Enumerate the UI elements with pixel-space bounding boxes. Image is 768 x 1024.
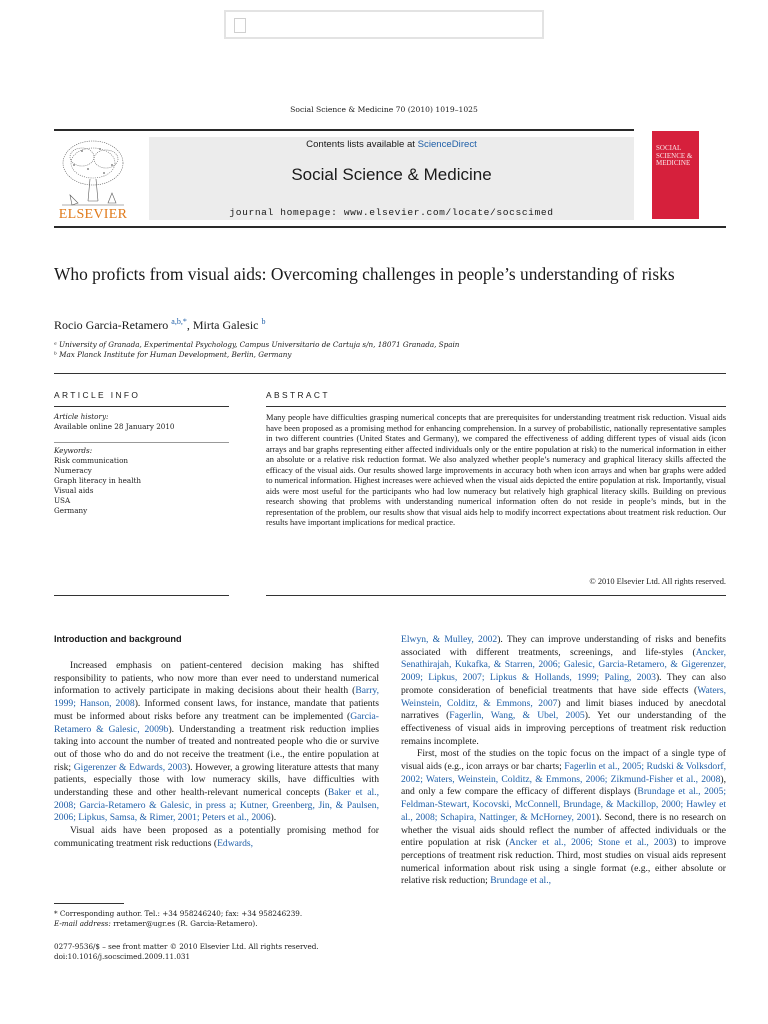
journal-cover-thumbnail	[652, 131, 699, 219]
citation-link[interactable]: Baker et al., 2008; Garcia-Retamero & Galesic, in press a; Kutner, Greenberg, Jin, & Paulsen, 2006; Lipkus, Samsa, & Rimer, 2001; Peters et al., 2006	[54, 787, 379, 824]
article-title: Who proficts from visual aids: Overcoming challenges in people’s understanding of risks	[54, 264, 675, 284]
corresponding-author-note: * Corresponding author. Tel.: +34 958246240; fax: +34 958246239.	[54, 909, 303, 918]
affiliation-rule	[54, 373, 726, 374]
citation-link[interactable]: Elwyn, & Mulley, 2002	[401, 634, 498, 645]
affiliation-a: ᵃ University of Granada, Experimental Psychology, Campus Universitario de Cartuja s/n, 18071 Granada, Spain	[54, 340, 460, 349]
email-note	[54, 919, 384, 929]
pdf-viewer-toolbar-box	[224, 10, 544, 39]
citation-link[interactable]: Garcia-Retamero & Galesic, 2009b	[54, 710, 379, 735]
author-1: Rocio Garcia-Retamero	[54, 318, 169, 332]
right-paragraph-first: First, most of the studies on the topic focus on the impact of a single type of visual aids (e.g., icon arrays or bar charts; Fagerlin et al., 2005; Rudski & Volksdorf, 2002; Waters, Weinstein, Colditz, & Emmons, 2006; Zikmund-Fisher et al., 2008), and only a few compare the efficacy of different displays (Brundage et al., 2005; Feldman-Stewart, Kocovski, McConnell, Brundage, & Mackillop, 2000; Hawley et al., 2008; Schapira, Nattinger, & McHorney, 2001). Second, there is no research on whether the visual aids should reflect the number of affected individuals or the entire population at risk (Ancker et al., 2006; Stone et al., 2003) to improve perceptions of treatment risk reduction. Third, most studies on visual aids represent numerical information about risk using a single format (e.g., either absolute or relative risk reduction; Brundage et al.,	[401, 748, 727, 887]
header-bottom-rule	[54, 226, 726, 228]
article-history	[54, 412, 229, 432]
citation-link[interactable]: Fagerlin, Wang, & Ubel, 2005	[449, 710, 585, 722]
citation-link[interactable]: Waters, Weinstein, Colditz, & Emmons, 2007	[401, 684, 726, 709]
citation-link[interactable]: Edwards,	[217, 837, 254, 849]
article-info-rule	[54, 406, 229, 407]
history-label: Article history:	[54, 412, 109, 421]
article-info-heading: ARTICLE INFO	[54, 390, 141, 400]
keyword: USA	[54, 496, 71, 505]
citation-link[interactable]: Brundage et al.,	[490, 875, 551, 887]
history-value: Available online 28 January 2010	[54, 422, 175, 431]
email-label: E-mail address:	[54, 919, 111, 928]
citation-link[interactable]: Gigerenzer & Edwards, 2003	[73, 761, 187, 773]
sciencedirect-link[interactable]: ScienceDirect	[417, 139, 477, 150]
keywords-label: Keywords:	[54, 446, 93, 455]
citation-link[interactable]: Fagerlin et al., 2005; Rudski & Volksdorf, 2002; Waters, Weinstein, Colditz, & Emmons, 2006; Zikmund-Fisher et al., 2008	[401, 761, 727, 785]
abstract-heading: ABSTRACT	[266, 390, 330, 400]
elsevier-wordmark: ELSEVIER	[58, 207, 128, 222]
right-column	[401, 634, 726, 888]
article-info-end-rule	[54, 595, 229, 596]
footnote-rule	[54, 903, 124, 904]
keyword: Visual aids	[54, 486, 94, 495]
abstract-end-rule	[266, 595, 726, 596]
keyword: Germany	[54, 506, 88, 515]
citation-link[interactable]: Barry, 1999; Hanson, 2008	[54, 685, 379, 710]
keywords-block	[54, 446, 229, 516]
left-column	[54, 660, 379, 851]
citation-link[interactable]: Brundage et al., 2005; Feldman-Stewart, Kocovski, McConnell, Brundage, & Mackillop, 2000; Hawley et al., 2008; Schapira, Nattinger, & McHorney, 2001	[401, 786, 726, 823]
left-paragraph-2: Visual aids have been proposed as a potentially promising method for communicating treatment risk reductions (Edwards,	[54, 825, 379, 849]
front-matter-line: 0277-9536/$ – see front matter © 2010 Elsevier Ltd. All rights reserved.	[54, 942, 319, 951]
history-rule	[54, 442, 229, 443]
journal-citation: Social Science & Medicine 70 (2010) 1019–1025	[290, 105, 478, 114]
corresponding-author-mark[interactable]: *	[182, 317, 187, 326]
left-paragraph-1: Increased emphasis on patient-centered decision making has shifted responsibility to patients, who now more than ever need to understand numerical information to actively participate in making decisions about their health (Barry, 1999; Hanson, 2008). Informed consent laws, for instance, mandate that patients must be informed about risks before any treatment can be implemented (Garcia-Retamero & Galesic, 2009b). Understanding a treatment risk reduction implies taking into account the number of treated and nontreated people who die or survive out of those who do and do not receive the treatment (i.e., the entire population at risk; Gigerenzer & Edwards, 2003). However, a growing literature attests that many patients, especially those with low numeracy skills, have difficulties with understanding these and other health-relevant numerical concepts (Baker et al., 2008; Garcia-Retamero & Galesic, in press a; Kutner, Greenberg, Jin, & Paulsen, 2006; Lipkus, Samsa, & Rimer, 2001; Peters et al., 2006).	[54, 660, 379, 824]
front-matter	[54, 942, 384, 962]
affiliation-b: ᵇ Max Planck Institute for Human Development, Berlin, Germany	[54, 350, 292, 359]
author-separator: ,	[186, 318, 193, 332]
abstract-text: Many people have difficulties grasping numerical concepts that are prerequisites for understanding treatment risk reduction. Visual aids have been proposed as a promising method for enhancing comprehension. In a survey of probabilistic, nationally representative samples in two different countries (United States and Germany), we compared the effectiveness of adding different types of visual aids (icon arrays and bar graphs representing either affected individuals only or the entire population at risk) to the numerical information in either an absolute or a relative risk reduction format. We also analyzed whether people’s numeracy and graphical literacy skills affected the efficacy of the visual aids. Our results showed large improvements in accuracy both when icon arrays and when bar graphs were added to numerical information. Highest increases were achieved when the visual aids depicted the entire population at risk. Importantly, visual aids were most useful for the participants who had low numeracy but relatively high graphical literacy skills. Building on previous research showing that problems with understanding numerical information often do not reside in people’s minds, but in the representation of the problem, our results show that visual aids help to modify incorrect expectations about treatment risk reduction. Our results have important implications for medical practice.	[266, 413, 726, 527]
header-top-rule	[54, 129, 634, 131]
abstract-copyright: © 2010 Elsevier Ltd. All rights reserved.	[589, 577, 726, 586]
author-line	[54, 317, 654, 333]
contents-line	[149, 139, 634, 150]
journal-homepage[interactable]: journal homepage: www.elsevier.com/locate/socscimed	[229, 207, 554, 218]
author-2: Mirta Galesic	[192, 318, 259, 332]
keyword: Numeracy	[54, 466, 92, 475]
citation-link[interactable]: Ancker, Senathirajah, Kukafka, & Starren, 2006; Galesic, Garcia-Retamero, & Gigerenzer, 2009; Lipkus, 2007; Lipkus & Hollands, 1999; Paling, 2003	[401, 646, 726, 684]
keyword: Risk communication	[54, 456, 129, 465]
cover-title: SOCIAL SCIENCE & MEDICINE	[656, 144, 693, 167]
keyword: Graph literacy in health	[54, 476, 142, 485]
abstract-rule	[266, 406, 726, 407]
footnote	[54, 909, 384, 929]
contents-prefix: Contents lists available at	[306, 139, 418, 150]
citation-link[interactable]: Ancker et al., 2006; Stone et al., 2003	[508, 837, 674, 849]
doi[interactable]: doi:10.1016/j.socscimed.2009.11.031	[54, 952, 191, 961]
author-2-affil-mark[interactable]: b	[261, 317, 266, 326]
intro-heading: Introduction and background	[54, 634, 182, 644]
page-thumbnail-icon	[234, 18, 246, 33]
right-paragraph-continued: Elwyn, & Mulley, 2002). They can improve understanding of risks and benefits associated with different treatments, screenings, and life-styles (Ancker, Senathirajah, Kukafka, & Starren, 2006; Galesic, Garcia-Retamero, & Gigerenzer, 2009; Lipkus, 2007; Lipkus & Hollands, 1999; Paling, 2003). They can also promote consideration of beneficial treatments that have side effects (Waters, Weinstein, Colditz, & Emmons, 2007) and limit biases induced by anecdotal narratives (Fagerlin, Wang, & Ubel, 2005). Yet our understanding of the effectiveness of visual aids in improving perceptions of treatment risk reduction remains incomplete.	[401, 634, 727, 747]
email-value[interactable]: rretamer@ugr.es (R. Garcia-Retamero).	[110, 919, 258, 928]
journal-name: Social Science & Medicine	[291, 165, 492, 184]
author-1-affil-marks[interactable]: a,b,	[171, 317, 183, 326]
